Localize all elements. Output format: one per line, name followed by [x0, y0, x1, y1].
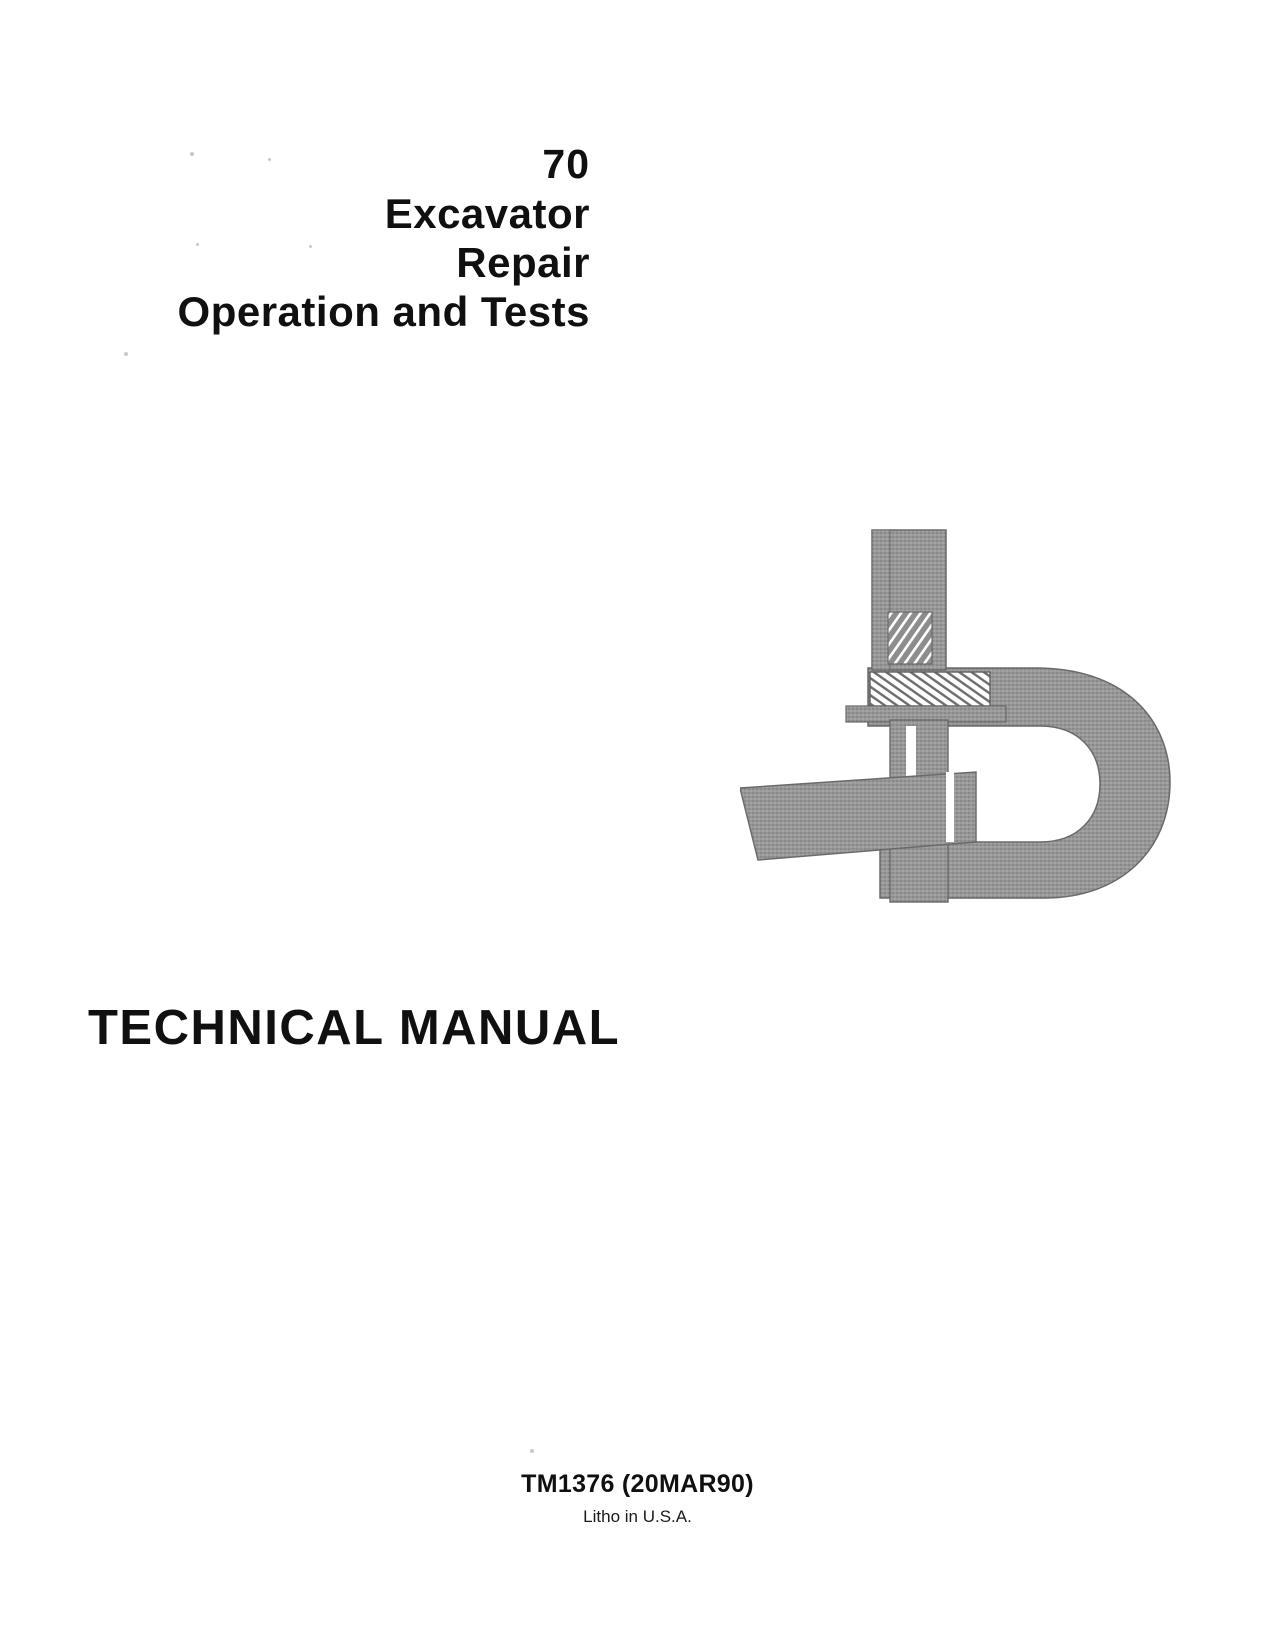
title-line-model: 70 [542, 141, 590, 187]
page-title: TECHNICAL MANUAL [88, 1001, 621, 1055]
c-clamp-micrometer-illustration [740, 520, 1200, 920]
scan-speckle [309, 245, 312, 248]
scan-speckle [124, 352, 128, 356]
printing-note: Litho in U.S.A. [583, 1507, 692, 1526]
scan-speckle [268, 158, 271, 161]
footer [0, 1470, 1275, 1527]
scan-speckle [530, 1449, 534, 1453]
title-line-product: Excavator [384, 190, 590, 237]
title-line-operation-and-tests: Operation and Tests [177, 288, 590, 335]
scan-speckle [190, 152, 194, 156]
cover-title-block [60, 140, 590, 336]
publication-code: TM1376 (20MAR90) [521, 1470, 754, 1498]
title-line-repair: Repair [456, 239, 590, 286]
scan-speckle [196, 243, 199, 246]
